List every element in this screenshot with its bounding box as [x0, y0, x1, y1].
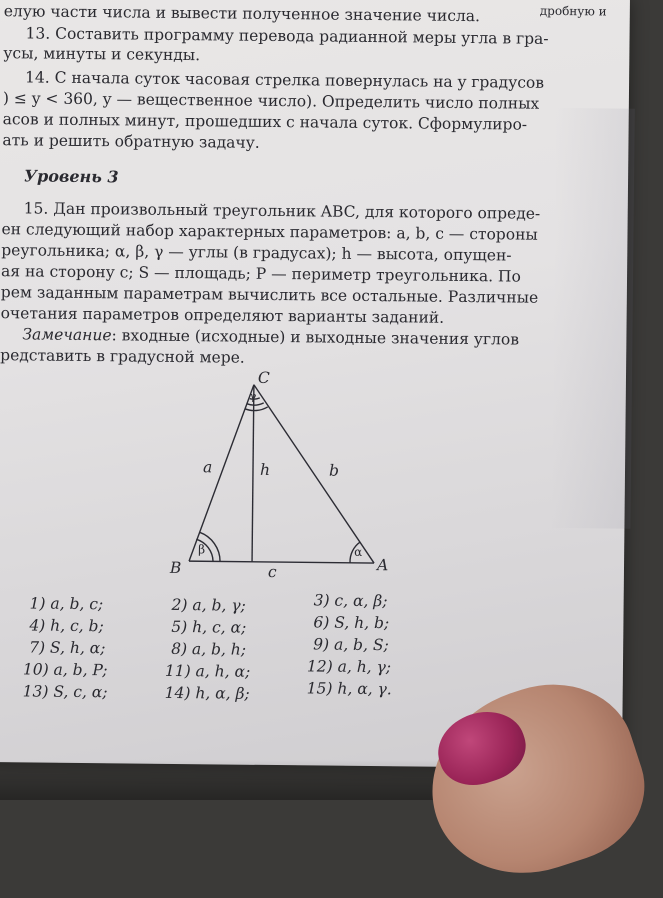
problem15-line1: 15. Дан произвольный треугольник ABC, для которого опреде- [23, 199, 541, 223]
side-a [189, 384, 254, 562]
variant-13: 13) S, c, α; [22, 682, 108, 702]
side-b-label: b [328, 461, 340, 480]
problem15-line3: реугольника; α, β, γ — углы (в градусах); h — высота, опущен- [1, 241, 512, 265]
variant-4: 4) h, c, b; [29, 616, 104, 636]
angle-alpha-label: α [354, 544, 363, 559]
angle-gamma-label: γ [249, 389, 257, 403]
problem15-line2: ен следующий набор характерных параметров: a, b, c — стороны [1, 220, 538, 244]
text-line-14c: асов и полных минут, прошедших с начала суток. Сформулиро- [2, 110, 528, 134]
side-a-label: a [202, 458, 213, 477]
variant-10: 10) a, b, P; [22, 660, 108, 680]
height-h-label: h [259, 460, 271, 479]
angle-beta-label: β [198, 542, 206, 557]
variant-9: 9) a, b, S; [313, 635, 389, 655]
problem15-line6: очетания параметров определяют варианты заданий. [0, 304, 445, 327]
note-text: : входные (исходные) и выходные значения углов [111, 326, 520, 349]
note-label: Замечание [22, 325, 112, 345]
variant-11: 11) a, h, α; [164, 661, 251, 681]
variant-7: 7) S, h, α; [29, 638, 106, 658]
text-line-0-right: дробную и [539, 3, 607, 19]
variant-1: 1) a, b, c; [29, 594, 104, 614]
side-c [189, 561, 374, 563]
text-line-14b: ) ≤ y < 360, y — вещественное число). Определить число полных [2, 89, 540, 113]
level-heading: Уровень 3 [23, 166, 119, 187]
variant-15: 15) h, α, γ. [306, 679, 392, 699]
text-line-14a: 14. С начала суток часовая стрелка повернулась на y градусов [25, 68, 545, 92]
variant-5: 5) h, c, α; [171, 617, 247, 637]
vertex-c-label: C [257, 368, 270, 387]
vertex-a-label: A [376, 556, 389, 575]
note-line2: редставить в градусной мере. [0, 346, 245, 367]
vertex-b-label: B [169, 558, 182, 578]
problem15-line5: рем заданным параметрам вычислить все остальные. Различные [0, 283, 539, 307]
variant-2: 2) a, b, γ; [171, 595, 246, 615]
variant-6: 6) S, h, b; [313, 613, 390, 633]
side-c-label: c [267, 562, 277, 582]
problem15-line4: ая на сторону c; S — площадь; P — периметр треугольника. По [0, 262, 521, 286]
variant-8: 8) a, b, h; [171, 639, 247, 659]
text-line-13b: усы, минуты и секунды. [3, 44, 201, 65]
variant-14: 14) h, α, β; [164, 683, 250, 703]
text-line-13a: 13. Составить программу перевода радианной меры угла в гра- [25, 24, 549, 48]
text-line-14d: ать и решить обратную задачу. [2, 131, 260, 152]
side-b [249, 385, 376, 563]
variant-12: 12) a, h, γ; [306, 657, 392, 677]
variant-3: 3) c, α, β; [313, 591, 388, 611]
angle-gamma-arc [245, 407, 268, 411]
text-line-0: елую части числа и вывести полученное значение числа. [3, 2, 481, 26]
